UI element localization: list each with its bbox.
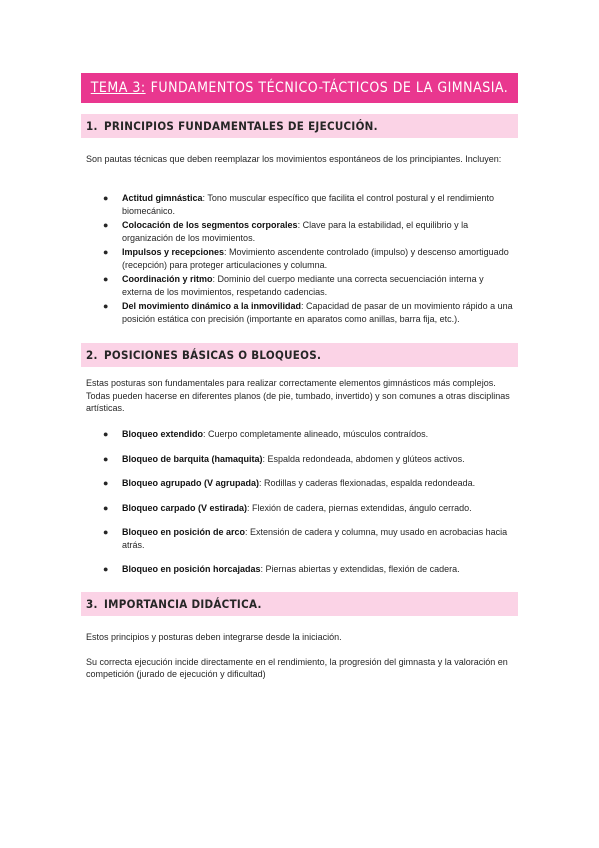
item-term: Coordinación y ritmo <box>122 274 213 284</box>
section-intro <box>86 153 514 166</box>
item-desc: : Clave para la estabilidad, el equilibrio y la organización de los movimientos. <box>122 220 469 243</box>
page-title <box>81 73 518 103</box>
bullet-icon: ● <box>103 564 109 574</box>
intro-paragraph: Son pautas técnicas que deben reemplazar los movimientos espontáneos de los principiantes. Incluyen: <box>86 154 502 164</box>
item-term: Colocación de los segmentos corporales <box>122 220 298 230</box>
bullet-icon: ● <box>103 429 109 439</box>
item-term: Bloqueo en posición horcajadas <box>122 564 261 574</box>
section-title: POSICIONES BÁSICAS O BLOQUEOS. <box>104 348 322 362</box>
bullet-icon: ● <box>103 478 109 488</box>
item-term: Bloqueo carpado (V estirada) <box>122 502 248 513</box>
section-number: 3. <box>86 597 98 611</box>
item-desc: : Cuerpo completamente alineado, músculos contraídos. <box>203 429 429 439</box>
list-item <box>86 192 514 217</box>
intro-paragraph: Estas posturas son fundamentales para realizar correctamente elementos gimnásticos más complejos. Todas pueden hacerse en diferentes planos (de pie, tumbado, invertido) y son comunes a otras disciplinas artísticas. <box>86 378 510 413</box>
bullet-icon: ● <box>103 502 109 513</box>
section-number: 1. <box>86 119 98 133</box>
positions-list <box>86 428 514 576</box>
section-heading-2 <box>81 343 518 367</box>
section-intro <box>86 377 514 415</box>
bullet-icon: ● <box>103 247 109 257</box>
list-item <box>86 428 514 441</box>
item-desc: : Extensión de cadera y columna, muy usado en acrobacias hacia atrás. <box>122 527 508 550</box>
item-desc: : Espalda redondeada, abdomen y glúteos activos. <box>262 453 465 464</box>
list-item <box>86 453 514 466</box>
bullet-icon: ● <box>103 527 109 537</box>
title-prefix: TEMA 3: <box>90 80 146 96</box>
body-paragraph: Su correcta ejecución incide directamente en el rendimiento, la progresión del gimnasta y la valoración en competición (jurado de ejecución y dificultad) <box>86 656 508 679</box>
list-item <box>86 246 514 271</box>
item-term: Del movimiento dinámico a la inmovilidad <box>122 301 302 311</box>
section-heading-3 <box>81 592 518 616</box>
bullet-icon: ● <box>103 301 109 311</box>
item-term: Bloqueo en posición de arco <box>122 527 246 537</box>
list-item <box>86 477 514 490</box>
item-desc: : Rodillas y caderas flexionadas, espalda redondeada. <box>259 478 476 488</box>
list-item <box>86 563 514 576</box>
bullet-icon: ● <box>103 453 109 464</box>
list-item <box>86 219 514 244</box>
item-desc: : Flexión de cadera, piernas extendidas, ángulo cerrado. <box>247 502 472 513</box>
item-term: Bloqueo agrupado (V agrupada) <box>122 478 260 488</box>
item-term: Actitud gimnástica <box>122 193 203 203</box>
principles-list <box>86 192 514 325</box>
list-item <box>86 273 514 298</box>
item-desc: : Movimiento ascendente controlado (impulso) y descenso amortiguado (recepción) para proteger articulaciones y columna. <box>122 247 509 270</box>
section-number: 2. <box>86 348 98 362</box>
list-item <box>86 502 514 515</box>
section-heading-1 <box>81 114 518 138</box>
item-term: Impulsos y recepciones <box>122 247 225 257</box>
body-paragraph: Estos principios y posturas deben integrarse desde la iniciación. <box>86 632 342 642</box>
item-desc: : Capacidad de pasar de un movimiento rápido a una posición estática con precisión (importante en aparatos como anillas, barra fija, etc.). <box>122 301 513 324</box>
section-body <box>86 631 514 681</box>
section-title: PRINCIPIOS FUNDAMENTALES DE EJECUCIÓN. <box>104 119 378 133</box>
bullet-icon: ● <box>103 193 109 203</box>
bullet-icon: ● <box>103 220 109 230</box>
section-title: IMPORTANCIA DIDÁCTICA. <box>104 597 262 611</box>
item-desc: : Tono muscular específico que facilita el control postural y el rendimiento biomecánico. <box>122 193 495 216</box>
item-term: Bloqueo extendido <box>122 429 203 439</box>
item-desc: : Piernas abiertas y extendidas, flexión de cadera. <box>260 564 460 574</box>
item-term: Bloqueo de barquita (hamaquita) <box>122 453 263 464</box>
list-item <box>86 300 514 325</box>
title-text: FUNDAMENTOS TÉCNICO-TÁCTICOS DE LA GIMNASIA. <box>150 80 509 96</box>
bullet-icon: ● <box>103 274 109 284</box>
list-item <box>86 526 514 551</box>
item-desc: : Dominio del cuerpo mediante una correcta secuenciación interna y externa de los movimientos, respetando cadencias. <box>122 274 484 297</box>
